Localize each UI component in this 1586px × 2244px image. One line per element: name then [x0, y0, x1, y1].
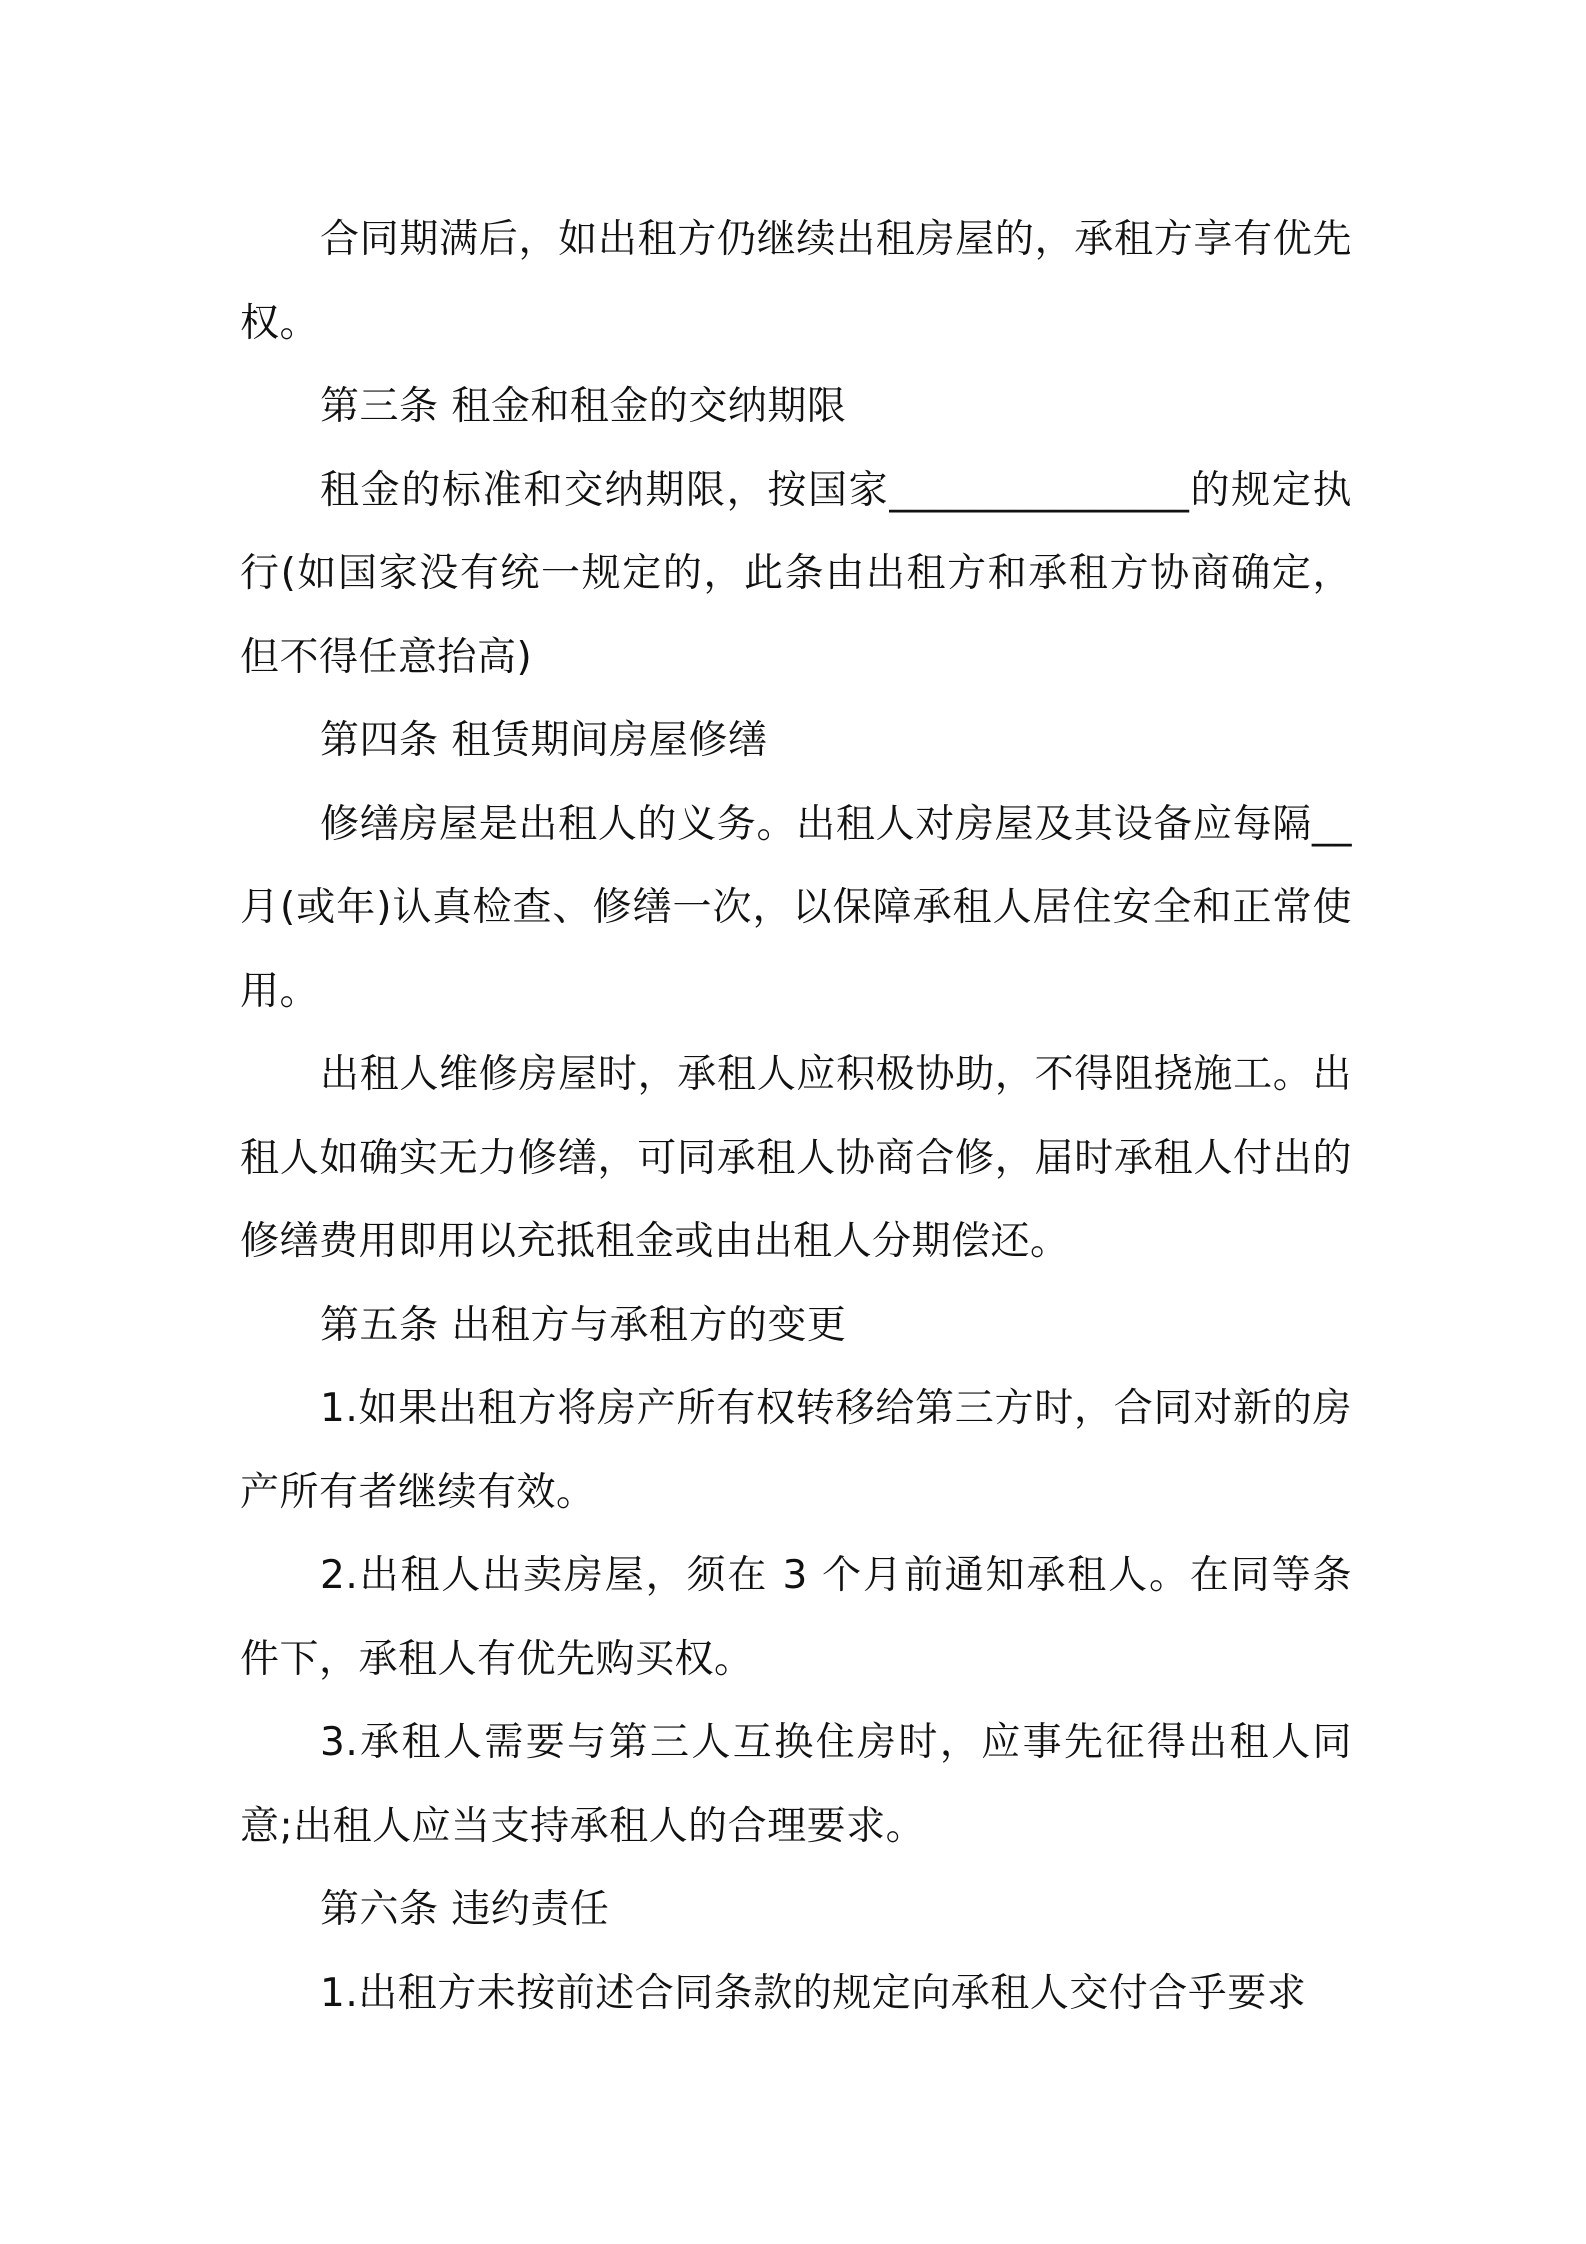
paragraph-repair-duty: 修缮房屋是出租人的义务。出租人对房屋及其设备应每隔__月(或年)认真检查、修缮一次，以保障承租人居住安全和正常使用。	[240, 801, 1352, 1014]
article-5-heading: 第五条 出租方与承租方的变更	[320, 1302, 847, 1348]
article-3-heading: 第三条 租金和租金的交纳期限	[320, 384, 847, 429]
document-body	[240, 198, 1352, 2035]
paragraph-ownership-transfer: 1.如果出租方将房产所有权转移给第三方时，合同对新的房产所有者继续有效。	[240, 1386, 1352, 1515]
paragraph-rent-standard: 租金的标准和交纳期限，按国家_______________的规定执行(如国家没有统一规定的，此条由出租方和承租方协商确定，但不得任意抬高)	[240, 467, 1352, 680]
paragraph-sale-notice: 2.出租人出卖房屋，须在 3 个月前通知承租人。在同等条件下，承租人有优先购买权。	[240, 1553, 1352, 1682]
article-6-heading: 第六条 违约责任	[320, 1887, 610, 1932]
paragraph-breach-1: 1.出租方未按前述合同条款的规定向承租人交付合乎要求	[320, 1970, 1307, 2016]
article-4-heading: 第四条 租赁期间房屋修缮	[320, 718, 768, 763]
paragraph-housing-exchange: 3.承租人需要与第三人互换住房时，应事先征得出租人同意;出租人应当支持承租人的合理要求。	[240, 1720, 1352, 1849]
paragraph-repair-cooperation: 出租人维修房屋时，承租人应积极协助，不得阻挠施工。出租人如确实无力修缮，可同承租人协商合修，届时承租人付出的修缮费用即用以充抵租金或由出租人分期偿还。	[240, 1052, 1352, 1264]
paragraph-priority-renewal: 合同期满后，如出租方仍继续出租房屋的，承租方享有优先权。	[240, 217, 1352, 346]
